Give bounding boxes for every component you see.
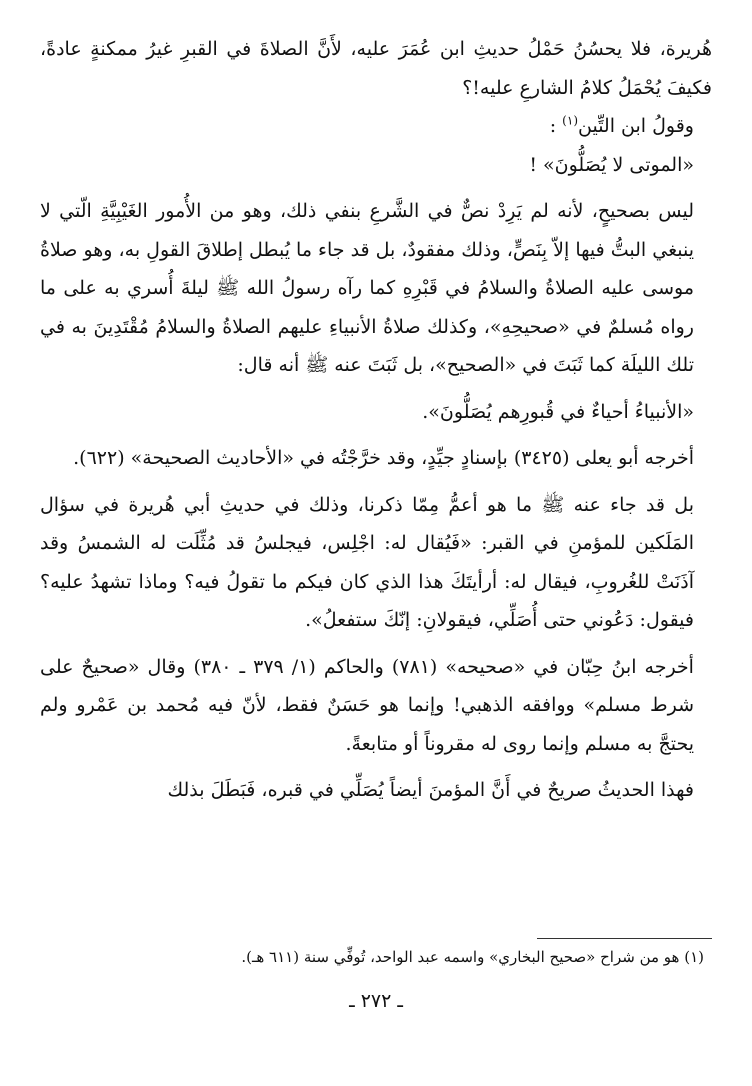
paragraph-ibn-al-tin xyxy=(40,107,712,146)
colon: : xyxy=(549,115,557,137)
paragraph-abu-yala: أخرجه أبو يعلى (٣٤٢٥) بإسنادٍ جيِّدٍ، وقد خرَّجْتُه في «الأحاديث الصحيحة» (٦٢٢). xyxy=(73,447,694,469)
page-number: ـ ٢٧٢ ـ xyxy=(349,990,403,1012)
footnote: (١) هو من شراح «صحيح البخاري» واسمه عبد الواحد، تُوفِّي سنة (٦١١ هـ). xyxy=(241,948,704,966)
paragraph-ibn-hibban: أخرجه ابنُ حِبّان في «صحيحه» (٧٨١) والحاكم (١/ ٣٧٩ ـ ٣٨٠) وقال «صحيحٌ على شرط مسلم» ووافقه الذهبي! وإنما هو حَسَنٌ فقط، لأنّ فيه مُحمد بن عَمْرو ولم يحتجَّ به مسلم وإنما روى له مقروناً أو متابعةً. xyxy=(40,655,694,755)
paragraph-not-correct: ليس بصحيحٍ، لأنه لم يَرِدْ نصٌّ في الشَّرعِ بنفي ذلك، وهو من الأُمور الغَيْبِيَّةِ الّتي لا ينبغي البتُّ فيها إلاّ بِنَصٍّ، وذلك مفقودٌ، بل قد جاء ما يُبطل إطلاقَ القولِ به، وهو صلاةُ موسى عليه الصلاةُ والسلامُ في قَبْرِهِ كما رآه رسولُ الله ﷺ ليلةَ أُسري به على ما رواه مُسلمٌ في «صحيحِهِ»، وكذلك صلاةُ الأنبياءِ عليهم الصلاةُ والسلامُ مُقْتَدِينَ به في تلك الليلَة كما ثَبَتَ في «الصحيح»، بل ثَبَتَ عنه ﷺ أنه قال: xyxy=(40,200,694,376)
paragraph-abu-hurayra: بل قد جاء عنه ﷺ ما هو أعمُّ مِمّا ذكرنا، وذلك في حديثِ أبي هُريرة في سؤال المَلَكين للمؤمنِ في القبر: «فَيُقال له: اجْلِس، فيجلسُ قد مُثِّلَت له الشمسُ وقد آذَنَتْ للغُروبِ، فيقال له: أرأيتَكَ هذا الذي كان فيكم ما تقولُ فيه؟ وماذا تشهدُ عليه؟ فيقول: دَعُوني حتى أُصَلِّي، فيقولانِ: إنّكَ ستفعلُ». xyxy=(40,493,694,631)
footnote-marker: (١) xyxy=(562,113,578,128)
paragraph-conclusion: فهذا الحديثُ صريحٌ في أَنَّ المؤمنَ أيضاً يُصَلِّي في قبره، فَبَطَلَ بذلك xyxy=(167,779,694,801)
footnote-divider xyxy=(537,938,712,939)
quote-the-dead: «الموتى لا يُصَلُّونَ» ! xyxy=(529,153,694,176)
paragraph-1: هُريرة، فلا يحسُنُ حَمْلُ حديثِ ابن عُمَرَ عليه، لأَنَّ الصلاةَ في القبرِ غيرُ ممكنةٍ عادةً، فكيفَ يُحْمَلُ كلامُ الشارعِ عليه!؟ xyxy=(40,38,712,99)
paragraph-ibn-al-tin-text: وقولُ ابن التِّين xyxy=(578,115,694,137)
quote-prophets-alive: «الأنبياءُ أحياءٌ في قُبورِهم يُصَلُّونَ». xyxy=(422,400,694,423)
